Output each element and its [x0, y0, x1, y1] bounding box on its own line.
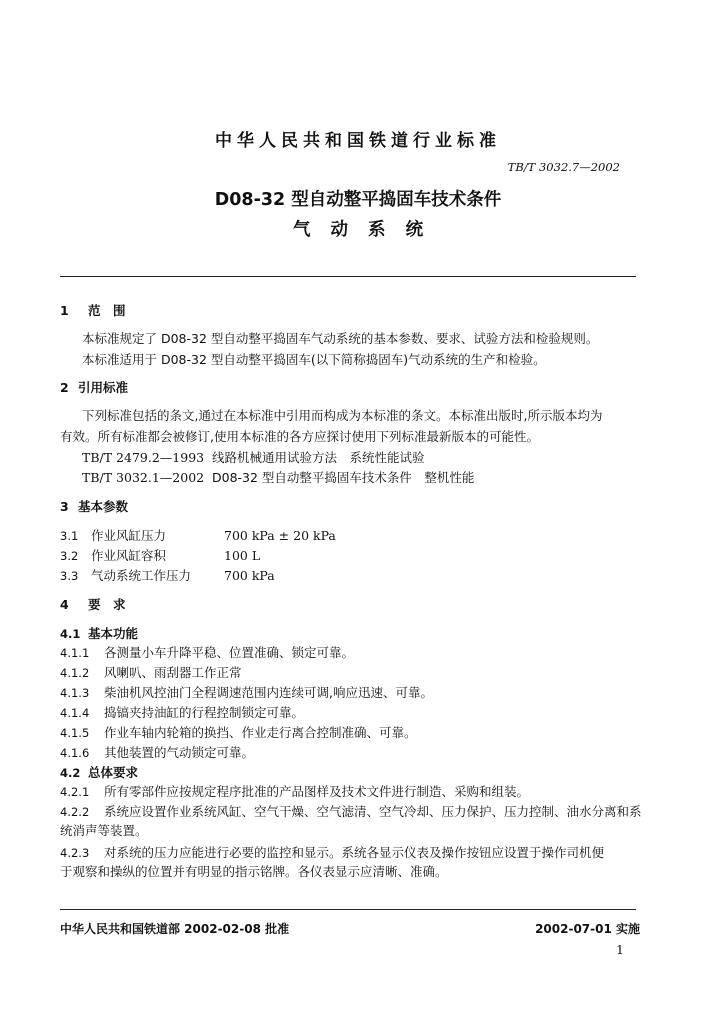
section-2-number: 2: [60, 380, 69, 395]
requirement-4-2-1-text: 所有零部件应按规定程序批准的产品图样及技术文件进行制造、采购和组装。: [104, 784, 530, 799]
function-item-number: 4.1.2: [60, 666, 90, 680]
requirement-4-2-3-text-line-2: 于观察和操纵的位置并有明显的指示铭牌。各仪表显示应清晰、准确。: [60, 864, 448, 879]
footer-divider: [60, 909, 636, 910]
section-1-number: 1: [60, 303, 69, 318]
section-4-1-heading: 基本功能: [88, 626, 139, 641]
reference-2-code: TB/T 3032.1—2002: [82, 470, 205, 485]
section-1-paragraph-1: 本标准规定了 D08-32 型自动整平捣固车气动系统的基本参数、要求、试验方法和检验规则。: [82, 331, 599, 346]
param-value: 700 kPa: [224, 568, 275, 583]
section-3-number: 3: [60, 499, 69, 514]
document-subtitle: 气 动 系 统: [292, 220, 424, 240]
function-item-text: 风喇叭、雨刮器工作正常: [104, 665, 242, 680]
section-2-paragraph-line-1: 下列标准包括的条文,通过在本标准中引用而构成为本标准的条文。本标准出版时,所示版本均为: [82, 408, 603, 423]
standard-code: TB/T 3032.7—2002: [507, 160, 620, 174]
section-1-heading: 范 围: [88, 303, 126, 318]
function-item-number: 4.1.6: [60, 746, 90, 760]
param-number: 3.1: [60, 529, 79, 543]
header-divider: [60, 276, 636, 277]
function-item-text: 柴油机风控油门全程调速范围内连续可调,响应迅速、可靠。: [104, 685, 433, 700]
requirement-4-2-3-number: 4.2.3: [60, 846, 90, 860]
param-value: 100 L: [224, 548, 261, 563]
document-title: D08-32 型自动整平捣固车技术条件: [214, 190, 502, 210]
requirement-4-2-3-text-line-1: 对系统的压力应能进行必要的监控和显示。系统各显示仪表及操作按钮应设置于操作司机便: [104, 845, 605, 860]
section-1-paragraph-2: 本标准适用于 D08-32 型自动整平捣固车(以下简称捣固车)气动系统的生产和检验。: [82, 352, 546, 367]
param-name: 气动系统工作压力: [91, 568, 192, 583]
param-number: 3.3: [60, 569, 79, 583]
param-name: 作业风缸压力: [91, 528, 167, 543]
section-4-1-number: 4.1: [60, 627, 81, 641]
param-number: 3.2: [60, 549, 79, 563]
function-item-number: 4.1.3: [60, 686, 90, 700]
param-value: 700 kPa ± 20 kPa: [224, 528, 336, 543]
approval-statement: 中华人民共和国铁道部 2002-02-08 批准: [60, 922, 290, 936]
reference-1-title: 线路机械通用试验方法 系统性能试验: [212, 450, 425, 465]
function-item-number: 4.1.1: [60, 646, 90, 660]
page-number: 1: [616, 942, 624, 957]
param-name: 作业风缸容积: [91, 548, 167, 563]
implementation-date: 2002-07-01 实施: [535, 922, 640, 936]
function-item-text: 捣镐夹持油缸的行程控制锁定可靠。: [104, 705, 305, 720]
requirement-4-2-2-text-line-2: 统消声等装置。: [60, 823, 148, 838]
section-4-heading: 要 求: [88, 597, 126, 612]
section-3-heading: 基本参数: [78, 499, 129, 514]
requirement-4-2-2-text-line-1: 系统应设置作业系统风缸、空气干燥、空气滤清、空气冷却、压力保护、压力控制、油水分离和系: [104, 804, 642, 819]
reference-1-code: TB/T 2479.2—1993: [82, 450, 205, 465]
function-item-text: 各测量小车升降平稳、位置准确、锁定可靠。: [104, 645, 355, 660]
requirement-4-2-1-number: 4.2.1: [60, 785, 90, 799]
section-4-2-number: 4.2: [60, 766, 81, 780]
function-item-number: 4.1.5: [60, 726, 90, 740]
requirement-4-2-2-number: 4.2.2: [60, 805, 90, 819]
function-item-number: 4.1.4: [60, 706, 90, 720]
section-2-heading: 引用标准: [78, 380, 129, 395]
org-standard-title: 中华人民共和国铁道行业标准: [215, 131, 501, 151]
section-4-2-heading: 总体要求: [88, 765, 139, 780]
section-2-paragraph-line-2: 有效。所有标准都会被修订,使用本标准的各方应探讨使用下列标准最新版本的可能性。: [60, 429, 539, 444]
reference-2-title: D08-32 型自动整平捣固车技术条件 整机性能: [212, 470, 475, 485]
function-item-text: 其他装置的气动锁定可靠。: [104, 745, 255, 760]
function-item-text: 作业车轴内轮箱的换挡、作业走行离合控制准确、可靠。: [104, 725, 417, 740]
section-4-number: 4: [60, 597, 69, 612]
